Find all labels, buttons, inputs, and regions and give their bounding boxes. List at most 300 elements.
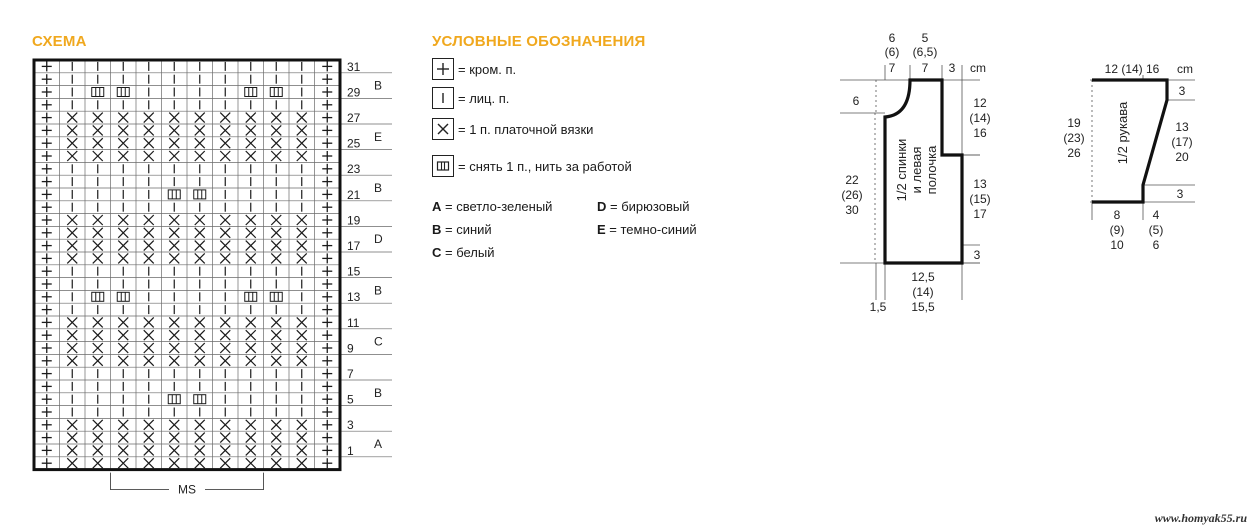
row-number: 11 (347, 315, 360, 330)
row-number: 1 (347, 443, 354, 458)
garter-stitch-icon (195, 433, 205, 443)
edge-stitch-icon (322, 74, 332, 84)
garter-stitch-icon (195, 113, 205, 123)
garter-stitch-icon (169, 151, 179, 161)
dim-sleeve-left-height: 26 (1067, 146, 1081, 160)
row-number: 23 (347, 162, 361, 177)
dim-left-height: (26) (841, 188, 863, 202)
garter-stitch-icon (67, 151, 77, 161)
garter-stitch-icon (271, 151, 281, 161)
garter-stitch-icon (220, 445, 230, 455)
slip-stitch-icon (270, 292, 282, 301)
dim-top-a: 6 (888, 31, 896, 45)
garter-stitch-icon (169, 420, 179, 430)
garter-stitch-icon (118, 241, 128, 251)
edge-stitch-icon (322, 266, 332, 276)
dim-top-b: (6,5) (912, 45, 938, 59)
garter-stitch-icon (195, 330, 205, 340)
garter-stitch-icon (118, 356, 128, 366)
garter-stitch-icon (144, 241, 154, 251)
row-number: 13 (347, 290, 361, 305)
garter-stitch-icon (93, 113, 103, 123)
garter-stitch-icon (144, 445, 154, 455)
garter-stitch-icon (297, 151, 307, 161)
edge-stitch-icon (432, 58, 454, 80)
garter-stitch-icon (67, 125, 77, 135)
garter-stitch-icon (93, 151, 103, 161)
dim-left-height: 22 (845, 173, 859, 187)
edge-stitch-icon (322, 458, 332, 468)
body-label-line3: полочка (924, 145, 939, 195)
garter-stitch-icon (297, 420, 307, 430)
garter-stitch-icon (118, 253, 128, 263)
garter-stitch-icon (297, 317, 307, 327)
edge-stitch-icon (322, 445, 332, 455)
slip-stitch-icon (92, 292, 104, 301)
dim-sleeve-left-height: 19 (1067, 116, 1081, 130)
garter-stitch-icon (220, 151, 230, 161)
garter-stitch-icon (67, 317, 77, 327)
knit-stitch-icon (432, 87, 454, 109)
garter-stitch-icon (169, 228, 179, 238)
dim-top-a: (6) (884, 45, 900, 59)
garter-stitch-icon (271, 445, 281, 455)
edge-stitch-icon (42, 356, 52, 366)
sleeve-label-text: 1/2 рукава (1115, 101, 1130, 165)
garter-stitch-icon (144, 317, 154, 327)
dim-bottom-width: (14) (912, 285, 934, 299)
edge-stitch-icon (322, 381, 332, 391)
garter-stitch-icon (93, 330, 103, 340)
edge-stitch-icon (322, 125, 332, 135)
garter-stitch-icon (93, 215, 103, 225)
edge-stitch-icon (42, 420, 52, 430)
row-number: 27 (347, 111, 361, 125)
garter-stitch-icon (297, 458, 307, 468)
color-group-label: B (374, 181, 383, 195)
color-text: = бирюзовый (606, 199, 690, 214)
dim-sleeve-bottom-a: (9) (1109, 223, 1125, 237)
edge-stitch-icon (42, 266, 52, 276)
edge-stitch-icon (322, 100, 332, 110)
slip-stitch-icon (168, 190, 180, 199)
garter-stitch-icon (118, 317, 128, 327)
garter-stitch-icon (297, 433, 307, 443)
garter-stitch-icon (297, 343, 307, 353)
edge-stitch-icon (322, 356, 332, 366)
edge-stitch-icon (42, 164, 52, 174)
dim-right-upper: 16 (973, 126, 987, 140)
garter-stitch-icon (220, 330, 230, 340)
repeat-label: MS (178, 482, 196, 497)
garter-stitch-icon (93, 138, 103, 148)
garter-stitch-icon (271, 113, 281, 123)
edge-stitch-icon (42, 241, 52, 251)
color-key-b (432, 222, 492, 237)
edge-stitch-icon (42, 369, 52, 379)
garter-stitch-icon (67, 241, 77, 251)
edge-stitch-icon (42, 151, 52, 161)
garter-stitch-icon (93, 125, 103, 135)
color-group-label: A (374, 437, 383, 451)
edge-stitch-icon (322, 215, 332, 225)
edge-stitch-icon (322, 394, 332, 404)
garter-stitch-icon (93, 433, 103, 443)
garter-stitch-icon (118, 420, 128, 430)
edge-stitch-icon (322, 61, 332, 71)
garter-stitch-icon (271, 420, 281, 430)
edge-stitch-icon (42, 445, 52, 455)
garter-stitch-icon (169, 138, 179, 148)
dim-top-a: 7 (888, 61, 896, 75)
edge-stitch-icon (322, 420, 332, 430)
edge-stitch-icon (322, 279, 332, 289)
edge-stitch-icon (42, 189, 52, 199)
garter-stitch-icon (118, 215, 128, 225)
edge-stitch-icon (42, 125, 52, 135)
garter-stitch-icon (246, 138, 256, 148)
garter-stitch-icon (195, 458, 205, 468)
slip-stitch-icon (117, 292, 129, 301)
garter-stitch-icon (118, 433, 128, 443)
garter-stitch-icon (67, 445, 77, 455)
color-group-label: B (374, 385, 383, 400)
garter-stitch-icon (144, 420, 154, 430)
garter-stitch-icon (246, 228, 256, 238)
edge-stitch-icon (42, 458, 52, 468)
dim-unit: cm (970, 61, 986, 75)
edge-stitch-icon (322, 138, 332, 148)
dim-sleeve-bottom-b: (5) (1148, 223, 1164, 237)
knitting-chart (0, 0, 420, 520)
body-label-line1: 1/2 спинки (894, 138, 909, 202)
row-number: 17 (347, 239, 361, 253)
garter-stitch-icon (220, 356, 230, 366)
row-number: 21 (347, 187, 361, 202)
edge-stitch-icon (322, 177, 332, 187)
garter-stitch-icon (220, 215, 230, 225)
edge-stitch-icon (42, 61, 52, 71)
garter-stitch-icon (195, 356, 205, 366)
legend-text: = снять 1 п., нить за работой (458, 158, 632, 174)
edge-stitch-icon (322, 228, 332, 238)
color-letter: E (597, 222, 606, 237)
garter-stitch-icon (144, 253, 154, 263)
edge-stitch-icon (322, 151, 332, 161)
garter-stitch-icon (67, 458, 77, 468)
edge-stitch-icon (42, 100, 52, 110)
scheme-title: СХЕМА (32, 33, 87, 50)
garter-stitch-icon (118, 458, 128, 468)
slip-stitch-icon (194, 395, 206, 404)
garter-stitch-icon (246, 445, 256, 455)
dim-top-b: 7 (921, 61, 929, 75)
garter-stitch-icon (297, 125, 307, 135)
edge-stitch-icon (322, 253, 332, 263)
garter-stitch-icon (118, 330, 128, 340)
garter-stitch-icon (93, 343, 103, 353)
garter-stitch-icon (246, 151, 256, 161)
garter-stitch-icon (169, 253, 179, 263)
garter-stitch-icon (195, 215, 205, 225)
edge-stitch-icon (322, 189, 332, 199)
garter-stitch-icon (67, 420, 77, 430)
garter-stitch-icon (67, 253, 77, 263)
color-group-label: D (374, 232, 383, 247)
garter-stitch-icon (169, 356, 179, 366)
edge-stitch-icon (42, 202, 52, 212)
garter-stitch-icon (220, 138, 230, 148)
dim-top-c: 3 (948, 61, 956, 75)
legend-text: = лиц. п. (458, 90, 510, 106)
dim-bottom-width: 12,5 (911, 270, 935, 284)
garter-stitch-icon (246, 215, 256, 225)
garter-stitch-icon (118, 343, 128, 353)
garter-stitch-icon (93, 356, 103, 366)
dim-right-lower: 17 (973, 207, 987, 221)
dim-right-lower: 13 (973, 177, 987, 191)
color-key-e (597, 222, 697, 237)
garter-stitch-icon (271, 215, 281, 225)
edge-stitch-icon (322, 407, 332, 417)
garter-stitch-icon (195, 317, 205, 327)
edge-stitch-icon (42, 330, 52, 340)
garter-stitch-icon (246, 433, 256, 443)
slip-stitch-icon (168, 395, 180, 404)
garter-stitch-icon (271, 356, 281, 366)
edge-stitch-icon (42, 138, 52, 148)
edge-stitch-icon (42, 253, 52, 263)
edge-stitch-icon (322, 202, 332, 212)
garter-stitch-icon (118, 228, 128, 238)
dim-right-bottom: 3 (973, 248, 981, 262)
dim-sleeve-right-mid: (17) (1171, 135, 1193, 149)
dim-sleeve-bottom-a: 10 (1110, 238, 1124, 252)
garter-stitch-icon (220, 253, 230, 263)
site-watermark: www.homyak55.ru (1154, 511, 1247, 525)
dim-neck-depth: 6 (852, 94, 860, 108)
row-number: 25 (347, 136, 361, 151)
edge-stitch-icon (42, 433, 52, 443)
edge-stitch-icon (322, 369, 332, 379)
garter-stitch-icon (169, 215, 179, 225)
garter-stitch-icon (118, 151, 128, 161)
edge-stitch-icon (42, 74, 52, 84)
garter-stitch-icon (144, 356, 154, 366)
garter-stitch-icon (195, 445, 205, 455)
color-letter: D (597, 199, 607, 214)
dim-right-lower: (15) (969, 192, 991, 206)
edge-stitch-icon (322, 317, 332, 327)
slip-stitch-icon (92, 88, 104, 97)
body-label (894, 139, 939, 202)
garter-stitch-icon (297, 113, 307, 123)
edge-stitch-icon (322, 241, 332, 251)
edge-stitch-icon (322, 292, 332, 302)
dim-sleeve-right-bottom: 3 (1176, 187, 1184, 201)
row-number: 7 (347, 367, 354, 381)
garter-stitch-icon (118, 125, 128, 135)
body-label-line2: и левая (909, 146, 924, 194)
garter-stitch-icon (67, 228, 77, 238)
slip-stitch-icon (270, 88, 282, 97)
sleeve-label (1115, 101, 1130, 164)
dim-top-b: 5 (921, 31, 929, 45)
garter-stitch-icon (67, 138, 77, 148)
slip-stitch-icon (245, 292, 257, 301)
garter-stitch-icon (144, 330, 154, 340)
garter-stitch-icon (220, 228, 230, 238)
dim-right-upper: (14) (969, 111, 991, 125)
garter-stitch-icon (144, 433, 154, 443)
garter-stitch-icon (246, 317, 256, 327)
legend-text: = 1 п. платочной вязки (458, 121, 594, 137)
garter-stitch-icon (432, 118, 454, 140)
color-letter: B (432, 222, 442, 237)
edge-stitch-icon (42, 177, 52, 187)
garter-stitch-icon (297, 445, 307, 455)
slip-stitch-icon (245, 88, 257, 97)
edge-stitch-icon (322, 433, 332, 443)
garter-stitch-icon (93, 445, 103, 455)
garter-stitch-icon (220, 317, 230, 327)
garter-stitch-icon (195, 343, 205, 353)
garter-stitch-icon (220, 125, 230, 135)
edge-stitch-icon (322, 330, 332, 340)
color-text: = синий (441, 222, 492, 237)
garter-stitch-icon (195, 228, 205, 238)
garter-stitch-icon (271, 241, 281, 251)
edge-stitch-icon (42, 113, 52, 123)
edge-stitch-icon (42, 228, 52, 238)
garter-stitch-icon (246, 241, 256, 251)
garter-stitch-icon (118, 113, 128, 123)
garter-stitch-icon (169, 343, 179, 353)
garter-stitch-icon (93, 458, 103, 468)
garter-stitch-icon (220, 433, 230, 443)
edge-stitch-icon (322, 305, 332, 315)
slip-stitch-icon (432, 155, 454, 177)
garter-stitch-icon (246, 253, 256, 263)
garter-stitch-icon (271, 317, 281, 327)
legend-item-garter (432, 118, 593, 140)
garter-stitch-icon (144, 228, 154, 238)
garter-stitch-icon (67, 113, 77, 123)
garter-stitch-icon (246, 343, 256, 353)
dim-bottom-left: 1,5 (869, 300, 887, 314)
garter-stitch-icon (297, 241, 307, 251)
row-number: 19 (347, 213, 361, 228)
garter-stitch-icon (169, 330, 179, 340)
garter-stitch-icon (271, 253, 281, 263)
garter-stitch-icon (220, 458, 230, 468)
edge-stitch-icon (322, 87, 332, 97)
row-number: 31 (347, 59, 361, 74)
dim-sleeve-right-mid: 20 (1175, 150, 1189, 164)
body-pattern-diagram (830, 25, 1030, 325)
edge-stitch-icon (42, 215, 52, 225)
garter-stitch-icon (144, 458, 154, 468)
garter-stitch-icon (118, 138, 128, 148)
garter-stitch-icon (67, 343, 77, 353)
dim-right-upper: 12 (973, 96, 987, 110)
garter-stitch-icon (93, 241, 103, 251)
dim-sleeve-left-height: (23) (1063, 131, 1085, 145)
garter-stitch-icon (144, 125, 154, 135)
garter-stitch-icon (220, 241, 230, 251)
legend-title: УСЛОВНЫЕ ОБОЗНАЧЕНИЯ (432, 33, 646, 50)
garter-stitch-icon (297, 228, 307, 238)
garter-stitch-icon (271, 125, 281, 135)
color-letter: C (432, 245, 442, 260)
dim-sleeve-unit: cm (1177, 62, 1193, 76)
garter-stitch-icon (93, 253, 103, 263)
garter-stitch-icon (246, 330, 256, 340)
row-number: 9 (347, 341, 354, 356)
garter-stitch-icon (169, 458, 179, 468)
garter-stitch-icon (195, 253, 205, 263)
color-group-label: E (374, 129, 383, 144)
garter-stitch-icon (246, 420, 256, 430)
garter-stitch-icon (169, 125, 179, 135)
garter-stitch-icon (195, 420, 205, 430)
dim-bottom-width: 15,5 (911, 300, 935, 314)
dim-sleeve-right-mid: 13 (1175, 120, 1189, 134)
garter-stitch-icon (67, 433, 77, 443)
color-key-d (597, 199, 689, 214)
edge-stitch-icon (42, 394, 52, 404)
color-group-label: B (374, 283, 383, 298)
color-text: = светло-зеленый (441, 199, 553, 214)
legend-item-knit (432, 87, 509, 109)
slip-stitch-icon (194, 190, 206, 199)
garter-stitch-icon (246, 356, 256, 366)
dim-left-height: 30 (845, 203, 859, 217)
dim-sleeve-bottom-b: 4 (1152, 208, 1160, 222)
garter-stitch-icon (169, 113, 179, 123)
garter-stitch-icon (195, 151, 205, 161)
garter-stitch-icon (297, 356, 307, 366)
color-text: = темно-синий (605, 222, 697, 237)
garter-stitch-icon (220, 113, 230, 123)
garter-stitch-icon (169, 317, 179, 327)
garter-stitch-icon (67, 356, 77, 366)
slip-stitch-icon (117, 88, 129, 97)
legend-item-slip (432, 155, 632, 177)
garter-stitch-icon (271, 343, 281, 353)
garter-stitch-icon (169, 445, 179, 455)
edge-stitch-icon (322, 113, 332, 123)
garter-stitch-icon (271, 330, 281, 340)
legend-text: = кром. п. (458, 61, 517, 77)
garter-stitch-icon (144, 138, 154, 148)
garter-stitch-icon (297, 253, 307, 263)
edge-stitch-icon (322, 343, 332, 353)
garter-stitch-icon (93, 228, 103, 238)
garter-stitch-icon (67, 215, 77, 225)
garter-stitch-icon (246, 125, 256, 135)
edge-stitch-icon (42, 317, 52, 327)
garter-stitch-icon (297, 138, 307, 148)
garter-stitch-icon (271, 458, 281, 468)
edge-stitch-icon (42, 279, 52, 289)
edge-stitch-icon (42, 292, 52, 302)
garter-stitch-icon (297, 215, 307, 225)
garter-stitch-icon (271, 138, 281, 148)
row-number: 15 (347, 264, 361, 279)
garter-stitch-icon (118, 445, 128, 455)
garter-stitch-icon (195, 138, 205, 148)
